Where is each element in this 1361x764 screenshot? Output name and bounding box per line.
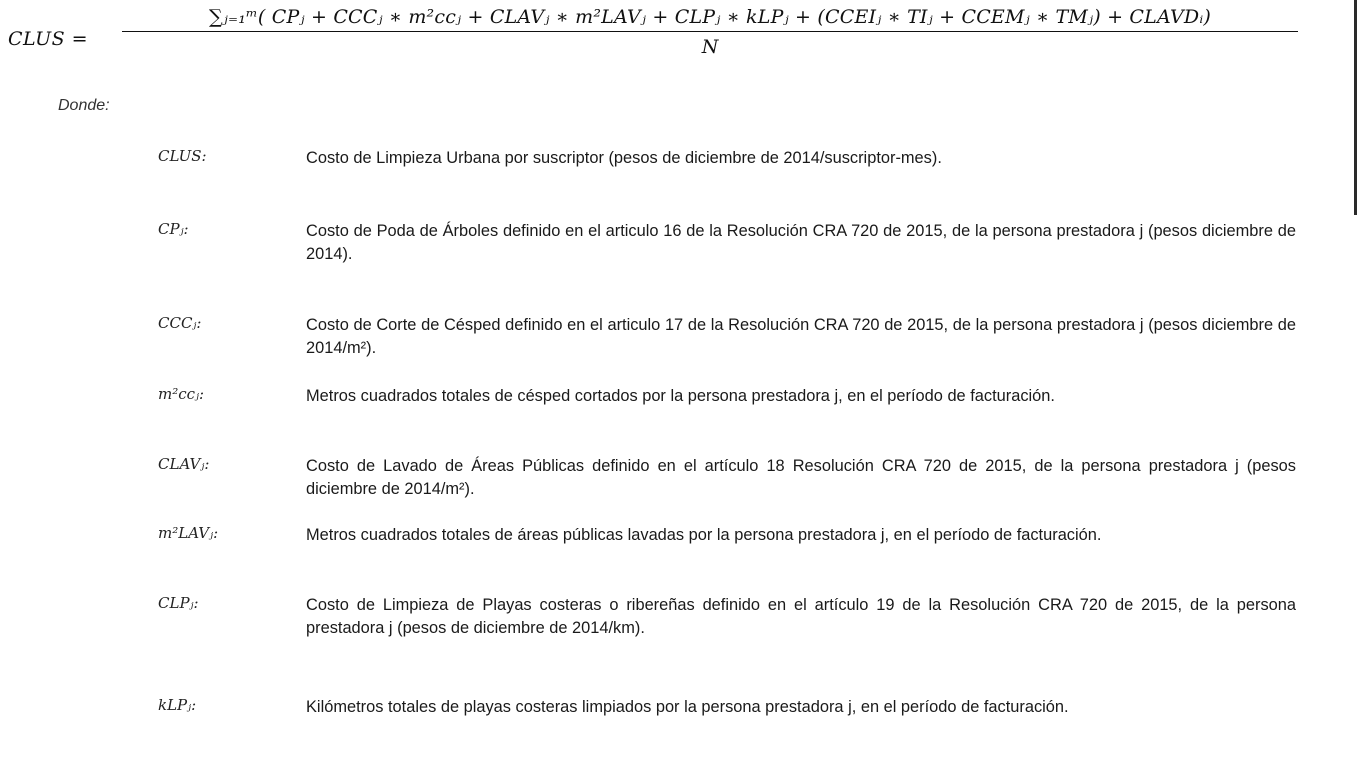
definition-symbol: kLPⱼ: [158, 696, 197, 714]
definition-text: Costo de Poda de Árboles definido en el articulo 16 de la Resolución CRA 720 de 2015, de la persona prestadora j (pesos diciembre de 2014). [306, 222, 1296, 263]
definition-text: Costo de Limpieza de Playas costeras o ribereñas definido en el artículo 19 de la Resolución CRA 720 de 2015, de la persona prestadora j (pesos de diciembre de 2014/km). [306, 596, 1296, 637]
formula-numerator: ∑ⱼ₌₁ᵐ( CPⱼ + CCCⱼ ∗ m²ccⱼ + CLAVⱼ ∗ m²LAVⱼ + CLPⱼ ∗ kLPⱼ + (CCEIⱼ ∗ TIⱼ + CCEMⱼ ∗ TMⱼ) + CLAVDᵢ) [209, 6, 1211, 28]
definition-symbol: m²ccⱼ: [158, 385, 205, 403]
definition-symbol: CLAVⱼ: [158, 455, 210, 473]
definition-text: Costo de Limpieza Urbana por suscriptor (pesos de diciembre de 2014/suscriptor-mes). [306, 149, 942, 167]
definition-symbol: m²LAVⱼ: [158, 524, 219, 542]
scan-edge-mark [1354, 0, 1357, 215]
formula-lhs: CLUS = [8, 28, 89, 50]
definition-symbol: CCCⱼ: [158, 314, 202, 332]
definition-symbol: CLUS: [158, 147, 207, 165]
formula-fraction [122, 6, 1298, 58]
definition-symbol: CLPⱼ: [158, 594, 199, 612]
definition-text: Costo de Corte de Césped definido en el articulo 17 de la Resolución CRA 720 de 2015, de la persona prestadora j (pesos diciembre de 2014/m²). [306, 316, 1296, 357]
fraction-bar [122, 31, 1298, 32]
definition-symbol: CPⱼ: [158, 220, 189, 238]
clus-formula [8, 6, 1308, 76]
definition-text: Kilómetros totales de playas costeras limpiados por la persona prestadora j, en el período de facturación. [306, 698, 1069, 716]
donde-label: Donde: [58, 97, 110, 114]
definition-text: Metros cuadrados totales de césped cortados por la persona prestadora j, en el período de facturación. [306, 387, 1055, 405]
definition-text: Costo de Lavado de Áreas Públicas definido en el artículo 18 Resolución CRA 720 de 2015, de la persona prestadora j (pesos diciembre de 2014/m²). [306, 457, 1296, 498]
definition-text: Metros cuadrados totales de áreas públicas lavadas por la persona prestadora j, en el período de facturación. [306, 526, 1102, 544]
formula-denominator: N [701, 36, 719, 58]
